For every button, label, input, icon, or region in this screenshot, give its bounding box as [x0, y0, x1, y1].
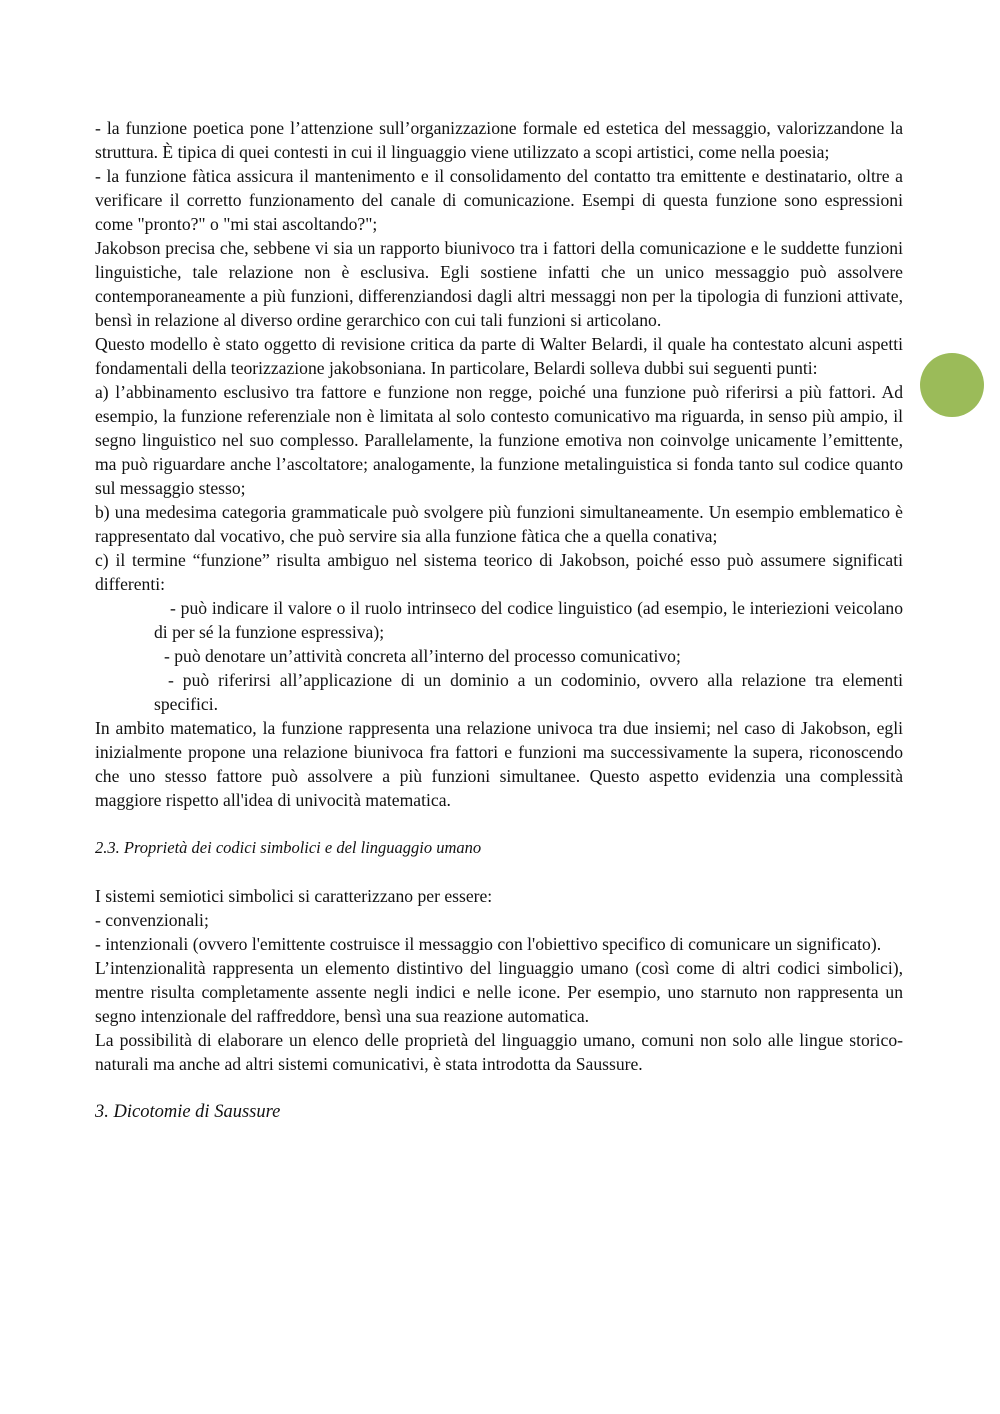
paragraph-intentionality: L’intenzionalità rappresenta un elemento distintivo del linguaggio umano (così come di altri codici simbolici), mentre risulta completamente assente negli indici e nelle icone. Per esempio, uno starnuto non rappresenta un segno intenzionale del raffreddore, bensì una sua reazione automatica. [95, 958, 903, 1026]
list-item-conventional: - convenzionali; [95, 910, 209, 930]
paragraph-phatic-function: - la funzione fàtica assicura il mantenimento e il consolidamento del contatto tra emittente e destinatario, oltre a verificare il corretto funzionamento del canale di comunicazione. Esempi di questa funzione sono espressioni come "pronto?" o "mi stai ascoltando?"; [95, 166, 903, 234]
paragraph-poetic-function: - la funzione poetica pone l’attenzione sull’organizzazione formale ed estetica del messaggio, valorizzandone la struttura. È tipica di quei contesti in cui il linguaggio viene utilizzato a scopi artistici, come nella poesia; [95, 118, 903, 162]
paragraph-mathematics: In ambito matematico, la funzione rappresenta una relazione univoca tra due insiemi; nel caso di Jakobson, egli inizialmente propone una relazione biunivoca fra fattori e funzioni ma successivamente la supera, riconoscendo che uno stesso fattore può assolvere a più funzioni simultanee. Questo aspetto evidenzia una complessità maggiore rispetto all'idea di univocità matematica. [95, 718, 903, 810]
green-circle-marker [920, 353, 984, 417]
paragraph-belardi-critique: Questo modello è stato oggetto di revisione critica da parte di Walter Belardi, il quale ha contestato alcuni aspetti fondamentali della teorizzazione jakobsoniana. In particolare, Belardi solleva dubbi sui seguenti punti: [95, 334, 903, 378]
section-heading-2-3: 2.3. Proprietà dei codici simbolici e del linguaggio umano [95, 838, 482, 857]
sub-item-value: - può indicare il valore o il ruolo intrinseco del codice linguistico (ad esempio, le interiezioni veicolano di per sé la funzione espressiva); [154, 598, 903, 642]
paragraph-point-a: a) l’abbinamento esclusivo tra fattore e funzione non regge, poiché una funzione può riferirsi a più fattori. Ad esempio, la funzione referenziale non è limitata al solo contesto comunicativo ma riguarda, in senso più ampio, il segno linguistico nel suo complesso. Parallelamente, la funzione emotiva non coinvolge unicamente l’emittente, ma può riguardare anche l’ascoltatore; analogamente, la funzione metalinguistica si fonda tanto sul codice quanto sul messaggio stesso; [95, 382, 903, 498]
section-heading-3: 3. Dicotomie di Saussure [95, 1102, 281, 1122]
spacer [95, 860, 903, 884]
spacer [95, 1076, 903, 1100]
document-page [95, 116, 903, 1124]
list-item-intentional: - intenzionali (ovvero l'emittente costruisce il messaggio con l'obiettivo specifico di comunicare un significato). [95, 934, 882, 954]
paragraph-semiotic-systems: I sistemi semiotici simbolici si caratterizzano per essere: [95, 886, 493, 906]
paragraph-saussure-list: La possibilità di elaborare un elenco delle proprietà del linguaggio umano, comuni non solo alle lingue storico-naturali ma anche ad altri sistemi comunicativi, è stata introdotta da Saussure. [95, 1030, 903, 1074]
sub-item-domain: - può riferirsi all’applicazione di un dominio a un codominio, ovvero alla relazione tra elementi specifici. [154, 670, 903, 714]
paragraph-point-c: c) il termine “funzione” risulta ambiguo nel sistema teorico di Jakobson, poiché esso può assumere significati differenti: [95, 550, 903, 594]
paragraph-jakobson-relation: Jakobson precisa che, sebbene vi sia un rapporto biunivoco tra i fattori della comunicazione e le suddette funzioni linguistiche, tale relazione non è esclusiva. Egli sostiene infatti che un unico messaggio può assolvere contemporaneamente a più funzioni, differenziandosi dagli altri messaggi non per la tipologia di funzioni attivate, bensì in relazione al diverso ordine gerarchico con cui tali funzioni si articolano. [95, 238, 903, 330]
sub-item-activity: - può denotare un’attività concreta all’interno del processo comunicativo; [164, 646, 681, 666]
paragraph-point-b: b) una medesima categoria grammaticale può svolgere più funzioni simultaneamente. Un esempio emblematico è rappresentato dal vocativo, che può servire sia alla funzione fàtica che a quella conativa; [95, 502, 903, 546]
spacer [95, 812, 903, 836]
